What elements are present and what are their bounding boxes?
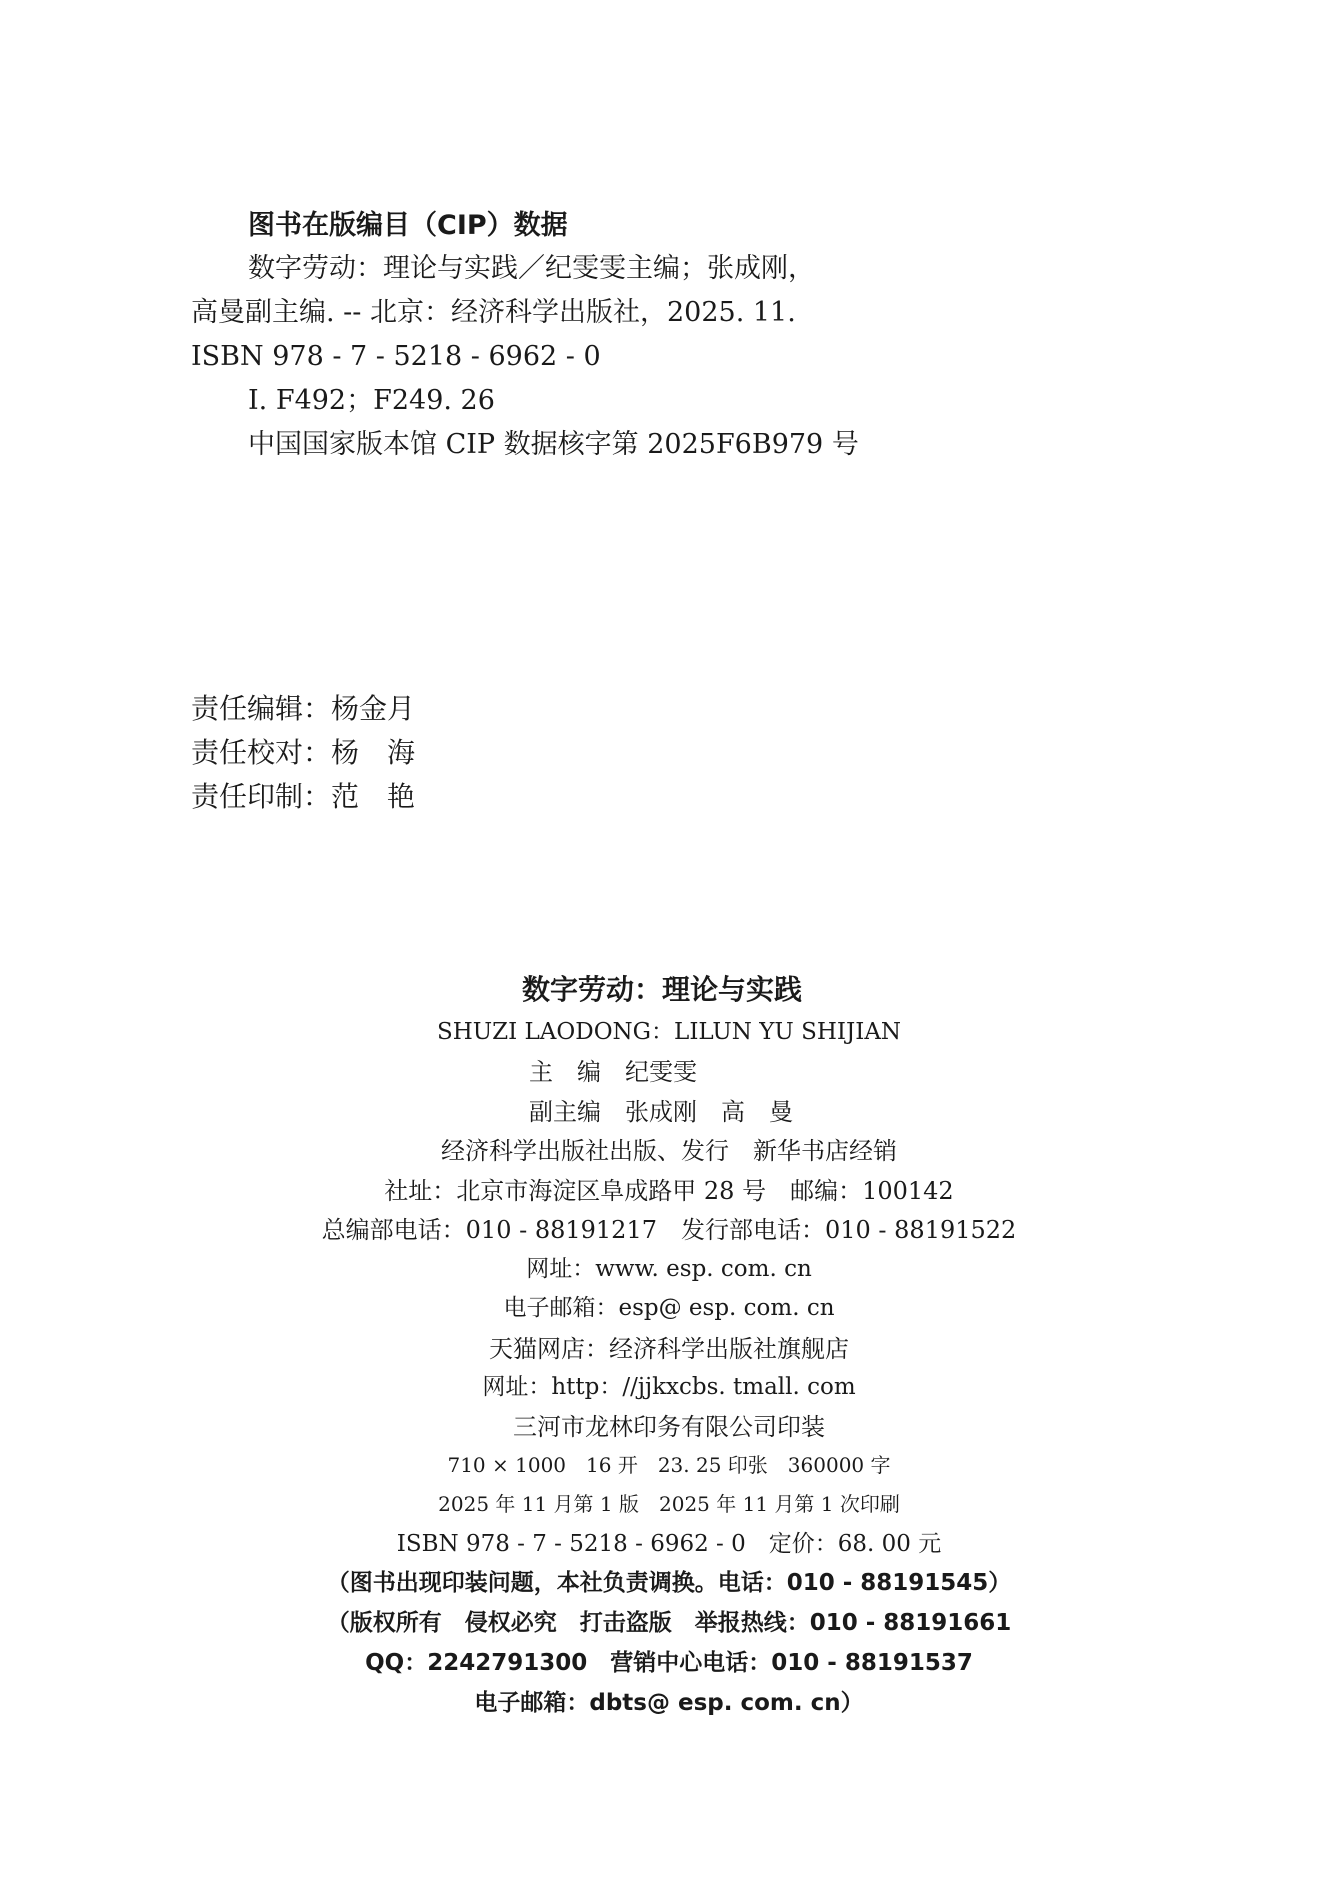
notice-line-1: （图书出现印装问题，本社负责调换。电话：010 - 88191545） — [326, 1570, 1012, 1596]
cip-title-line: 数字劳动：理论与实践／纪雯雯主编；张成刚， — [248, 253, 815, 284]
edition-line: 2025 年 11 月第 1 版 2025 年 11 月第 1 次印刷 — [438, 1492, 900, 1516]
isbn-price-line: ISBN 978 - 7 - 5218 - 6962 - 0 定价：68. 00 元 — [396, 1531, 942, 1557]
deputy-editors: 副主编 张成刚 高 曼 — [529, 1098, 793, 1126]
website-line: 网址：www. esp. com. cn — [526, 1256, 812, 1282]
phone-line: 总编部电话：010 - 88191217 发行部电话：010 - 88191522 — [321, 1216, 1017, 1244]
responsible-editor-label: 责任编辑： — [191, 692, 332, 725]
notice-line-3: QQ：2242791300 营销中心电话：010 - 88191537 — [365, 1650, 973, 1676]
responsible-proofreader — [191, 736, 416, 769]
responsible-proofreader-label: 责任校对： — [191, 736, 332, 769]
tmall-store-line: 天猫网店：经济科学出版社旗舰店 — [489, 1335, 849, 1363]
email-line: 电子邮箱：esp@ esp. com. cn — [503, 1295, 835, 1321]
cip-isbn-line: ISBN 978 - 7 - 5218 - 6962 - 0 — [191, 341, 601, 372]
cip-classification-line: Ⅰ. F492；F249. 26 — [248, 385, 495, 416]
tmall-url-line: 网址：http：//jjkxcbs. tmall. com — [482, 1374, 856, 1400]
responsible-editor — [191, 692, 416, 725]
format-line: 710 × 1000 16 开 23. 25 印张 360000 字 — [447, 1453, 891, 1477]
notice-line-4: 电子邮箱：dbts@ esp. com. cn） — [474, 1690, 864, 1716]
notice-line-2: （版权所有 侵权必究 打击盗版 举报热线：010 - 88191661 — [326, 1610, 1012, 1636]
responsible-printing — [191, 780, 416, 813]
responsible-editor-name: 杨金月 — [331, 692, 416, 725]
printer-line: 三河市龙林印务有限公司印装 — [513, 1413, 825, 1441]
publisher-line: 经济科学出版社出版、发行 新华书店经销 — [441, 1137, 897, 1165]
address-line: 社址：北京市海淀区阜成路甲 28 号 邮编：100142 — [384, 1177, 954, 1205]
cip-heading: 图书在版编目（CIP）数据 — [248, 210, 568, 241]
book-title: 数字劳动：理论与实践 — [521, 973, 802, 1006]
book-title-pinyin: SHUZI LAODONG：LILUN YU SHIJIAN — [436, 1019, 902, 1045]
cip-publication-line: 高曼副主编. -- 北京：经济科学出版社，2025. 11. — [191, 297, 796, 328]
cip-record-number-line: 中国国家版本馆 CIP 数据核字第 2025F6B979 号 — [248, 429, 859, 460]
responsible-printing-label: 责任印制： — [191, 780, 332, 813]
chief-editor: 主 编 纪雯雯 — [529, 1058, 697, 1086]
responsible-printing-name: 范 艳 — [331, 780, 416, 813]
responsible-proofreader-name: 杨 海 — [331, 736, 416, 769]
